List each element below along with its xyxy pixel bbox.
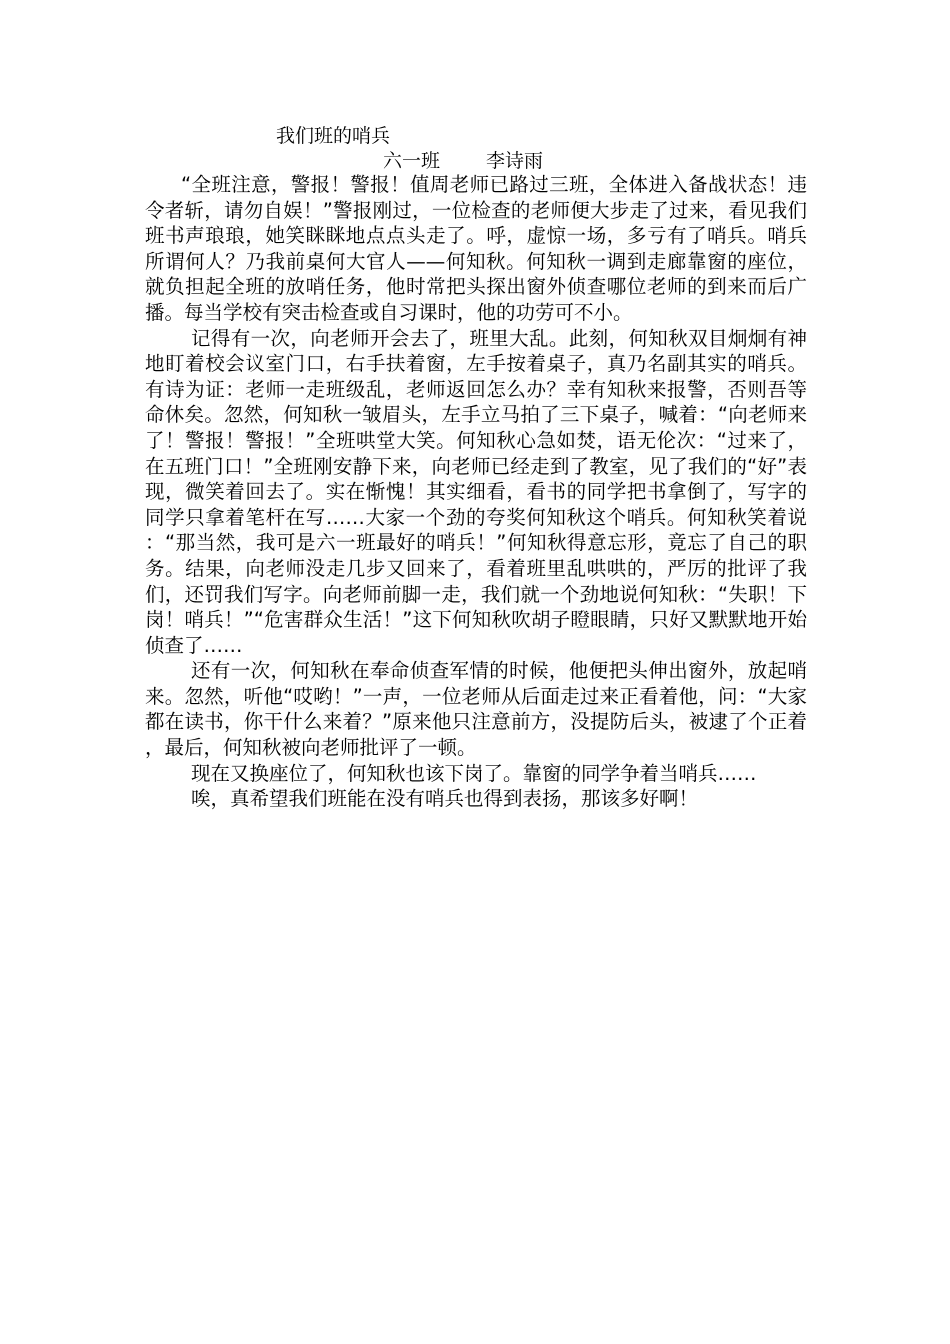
paragraph: 现在又换座位了，何知秋也该下岗了。靠窗的同学争着当哨兵……	[191, 761, 757, 785]
paragraph: 唉，真希望我们班能在没有哨兵也得到表扬，那该多好啊！	[191, 787, 699, 811]
paragraph: “全班注意，警报！警报！值周老师已路过三班，全体进入备战状态！违令者斩，请勿自娱！”警报刚过，一位检查的老师便大步走了过来，看见我们班书声琅琅，她笑眯眯地点点头走了。呼，虚惊一场，多亏有了哨兵。哨兵所谓何人？乃我前桌何大官人——何知秋。何知秋一调到走廊靠窗的座位，就负担起全班的放哨任务，他时常把头探出窗外侦查哪位老师的到来而后广播。每当学校有突击检查或自习课时，他的功劳可不小。	[145, 173, 807, 324]
class-name: 六一班	[383, 150, 441, 172]
paragraph: 记得有一次，向老师开会去了，班里大乱。此刻，何知秋双目炯炯有神地盯着校会议室门口，右手扶着窗，左手按着桌子，真乃名副其实的哨兵。有诗为证：老师一走班级乱，老师返回怎么办？幸有知秋来报警，否则吾等命休矣。忽然，何知秋一皱眉头，左手立马拍了三下桌子，喊着：“向老师来了！警报！警报！”全班哄堂大笑。何知秋心急如焚，语无伦次：“过来了，在五班门口！”全班刚安静下来，向老师已经走到了教室，见了我们的“好”表现，微笑着回去了。实在惭愧！其实细看，看书的同学把书拿倒了，写字的同学只拿着笔杆在写……大家一个劲的夸奖何知秋这个哨兵。何知秋笑着说：“那当然，我可是六一班最好的哨兵！”何知秋得意忘形，竟忘了自己的职务。结果，向老师没走几步又回来了，看着班里乱哄哄的，严厉的批评了我们，还罚我们写字。向老师前脚一走，我们就一个劲地说何知秋：“失职！下岗！哨兵！”“危害群众生活！”这下何知秋吹胡子瞪眼睛，只好又默默地开始侦查了……	[145, 326, 807, 657]
document-title: 我们班的哨兵	[276, 125, 391, 147]
essay-body	[145, 172, 807, 812]
author-name: 李诗雨	[486, 150, 544, 172]
paragraph: 还有一次，何知秋在奉命侦查军情的时候，他便把头伸出窗外，放起哨来。忽然，听他“哎哟！”一声，一位老师从后面走过来正看着他，问：“大家都在读书，你干什么来着？”原来他只注意前方，没提防后头，被逮了个正着，最后，何知秋被向老师批评了一顿。	[145, 659, 807, 760]
